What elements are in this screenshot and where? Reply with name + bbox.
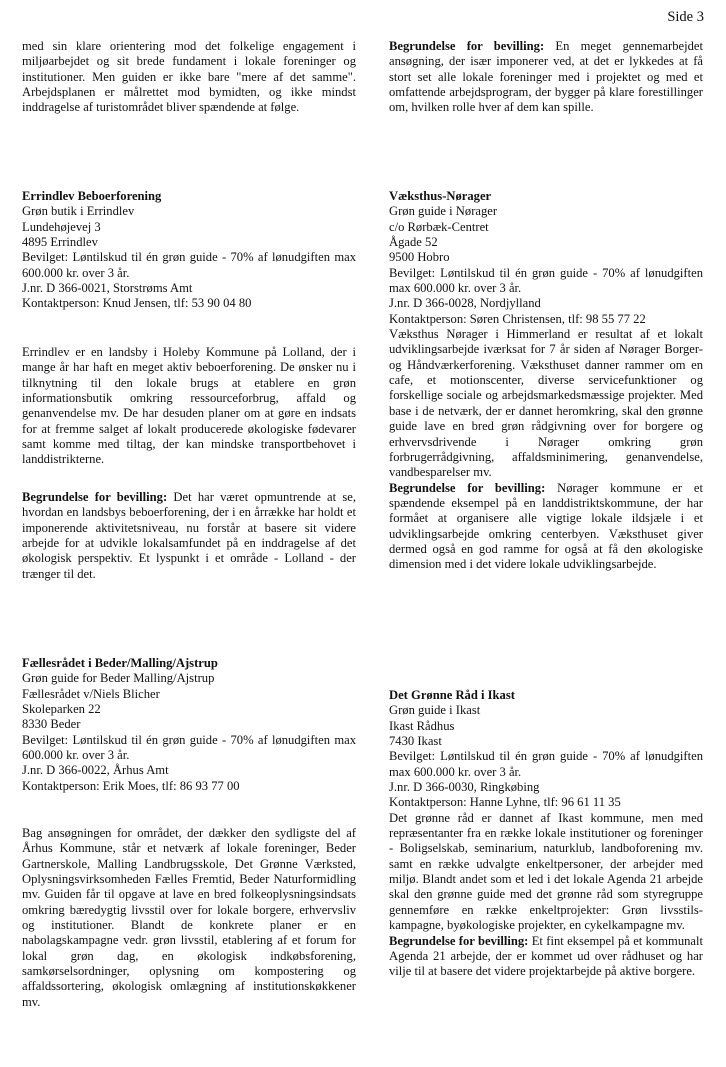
intro-paragraph: med sin klare orientering mod det folkelige engagement i miljøarbejdet og sit brede fundament i lokale foreninger og institutioner. Men guiden er ikke bare "mere af det samme". Arbejdsplanen er målrettet mod bymidten, og ikke mindst inddragelse af turistområdet bliver spændende at følge. (22, 39, 356, 115)
entry-contact: Kontaktperson: Erik Moes, tlf: 86 93 77 00 (22, 778, 240, 793)
entry-line: 7430 Ikast (389, 734, 442, 749)
entry-line: 8330 Beder (22, 717, 81, 732)
entry-line: Grøn butik i Errindlev (22, 204, 135, 219)
noerager-body: Væksthus Nørager i Himmerland er resultat af et lokalt udviklingsarbejde iværksat for 7 år siden af Nørager Borger- og Håndværkerforening. Væksthuset danner rammer om en cafe, et motionscenter, diverse servicefunktioner og forskellige sociale og arbejdsmarkedsmæssige projekter. Med base i de netværk, der er dannet heromkring, skal den grønne guide lave en bred grøn rådgivning over for borgere og erhvervsdrivende i Nørager omkring grøn forbrugerrådgivning, affaldsminimering, genanvendelse, vandbesparelser mv. (389, 327, 703, 480)
ikast-body: Det grønne råd er dannet af Ikast kommune, men med repræsentanter fra en række lokale institutioner og foreninger - Boligselskab, seminarium, naturklub, landboforening mv. samt en række udvalgte enkeltpersoner, der arbejder med miljø. Blandt andet som et led i det lokale Agenda 21 arbejde skal den grønne guide med det grønne råd som styregruppe gennemføre en række enkeltprojekter: Grøn livsstils-kampagne, byøkologiske projekter, en cykelkampagne mv. (389, 810, 703, 933)
beder-entry (22, 656, 356, 794)
reason-label: Begrundelse for bevilling: (22, 490, 168, 504)
beder-body: Bag ansøgningen for området, der dækker den sydligste del af Århus Kommune, står et netværk af lokale foreninger, Beder Gartnerskole, Malling Landbrugsskole, Det Grønne Værksted, Oplysningsvirksomheden Fælles Fremtid, Beder Naturformidling mv. Guiden får til opgave at lave en bred folkeoplysningsindsats omkring bæredygtig livsstil over for lokale borgere, erhvervsliv og institutioner. Blandt de konkrete planer er en nabolagskampagne vedr. grøn livsstil, etablering af et forum for lokal grøn dag, en økologisk indkøbsforening, samkørselsordninger, oplysning om kompostering og affaldssortering, økologisk omlægning af institutionskøkkener mv. (22, 826, 356, 1009)
reason-text: Nørager kommune er et spændende eksempel på en landdistriktskommune, der har formået at organisere alle vigtige lokale ildsjæle i et udviklingsarbejde omkring centerbyen. Væksthuset giver dermed også en god ramme for også at få den økologiske dimension med i det videre lokale udviklingsarbejde. (389, 480, 703, 572)
entry-line: 9500 Hobro (389, 250, 450, 265)
entry-contact: Kontaktperson: Søren Christensen, tlf: 98 55 77 22 (389, 311, 646, 326)
entry-contact: Kontaktperson: Hanne Lyhne, tlf: 96 61 11 35 (389, 795, 621, 810)
entry-line: Grøn guide i Nørager (389, 204, 498, 219)
ikast-entry (389, 688, 703, 980)
reason-label: Begrundelse for bevilling: (389, 933, 529, 948)
reason-text: En meget gennemarbejdet ansøgning, der især imponerer ved, at det er lykkedes at få stort set alle lokale foreninger med i projektet og med et omfattende arbejdsprogram, der bygger på klare forestillinger om, hvilken rolle hver af dem kan spille. (389, 39, 704, 115)
ikast-reason (389, 934, 703, 980)
entry-line: Grøn guide i Ikast (389, 703, 481, 718)
entry-case-number: J.nr. D 366-0028, Nordjylland (389, 296, 541, 311)
entry-grant: Bevilget: Løntilskud til én grøn guide - 70% af lønudgiften max 600.000 kr. over 3 år. (22, 732, 356, 763)
entry-grant: Bevilget: Løntilskud til én grøn guide - 70% af lønudgiften max 600.000 kr. over 3 år. (389, 749, 703, 779)
reason-label: Begrundelse for bevilling: (389, 480, 546, 495)
right-intro (389, 39, 703, 116)
noerager-entry (389, 189, 703, 573)
entry-line: Grøn guide for Beder Malling/Ajstrup (22, 671, 215, 686)
entry-grant: Bevilget: Løntilskud til én grøn guide - 70% af lønudgiften max 600.000 kr. over 3 år. (22, 250, 356, 280)
entry-title: Fællesrådet i Beder/Malling/Ajstrup (22, 656, 218, 670)
reason-label: Begrundelse for bevilling: (389, 39, 545, 53)
entry-title: Væksthus-Nørager (389, 189, 492, 203)
errindlev-body: Errindlev er en landsby i Holeby Kommune på Lolland, der i mange år har haft en meget aktiv beboerforening. De ønsker nu i tilknytning til den lokale brugs at etablere en grøn informationsbutik omkring ressourceforbrug, affald og genanvendelse mv. De har desuden planer om at gøre en indsats for at fremme salget af lokalt producerede økologiske fødevarer samt komme med tiltag, der kan mindske transportbehovet i landdistrikterne. (22, 345, 356, 467)
entry-title: Errindlev Beboerforening (22, 189, 162, 203)
entry-line: Ågade 52 (389, 235, 438, 250)
reason-text: Det har været opmuntrende at se, hvordan en landsbys beboerforening, der i en årrække har holdt et imponerende aktivitetsniveau, nu forstår at basere sit videre arbejde for at udvikle lokalsamfundet på en inddragelse af det økologisk perspektiv. Et lyspunkt i et område - Lolland - der trænger til det. (22, 490, 356, 581)
entry-case-number: J.nr. D 366-0022, Århus Amt (22, 763, 169, 778)
entry-case-number: J.nr. D 366-0030, Ringkøbing (389, 780, 540, 795)
entry-grant: Bevilget: Løntilskud til én grøn guide - 70% af lønudgiften max 600.000 kr. over 3 år. (389, 265, 703, 296)
entry-line: 4895 Errindlev (22, 235, 98, 250)
reason-text: Et fint eksempel på et kommunalt Agenda 21 arbejde, der er kommet ud over rådhuset og har vilje til at basere det videre projektarbejde på aktive borgere. (389, 933, 704, 979)
entry-line: Fællesrådet v/Niels Blicher (22, 686, 160, 701)
noerager-reason (389, 481, 703, 573)
errindlev-reason (22, 490, 356, 582)
errindlev-entry (22, 189, 356, 312)
entry-title: Det Grønne Råd i Ikast (389, 688, 515, 702)
entry-line: Skoleparken 22 (22, 702, 101, 717)
page-number: Side 3 (667, 9, 704, 25)
entry-case-number: J.nr. D 366-0021, Storstrøms Amt (22, 281, 193, 296)
entry-contact: Kontaktperson: Knud Jensen, tlf: 53 90 04 80 (22, 296, 252, 311)
entry-line: c/o Rørbæk-Centret (389, 219, 489, 234)
entry-line: Lundehøjevej 3 (22, 219, 101, 234)
entry-line: Ikast Rådhus (389, 718, 455, 733)
